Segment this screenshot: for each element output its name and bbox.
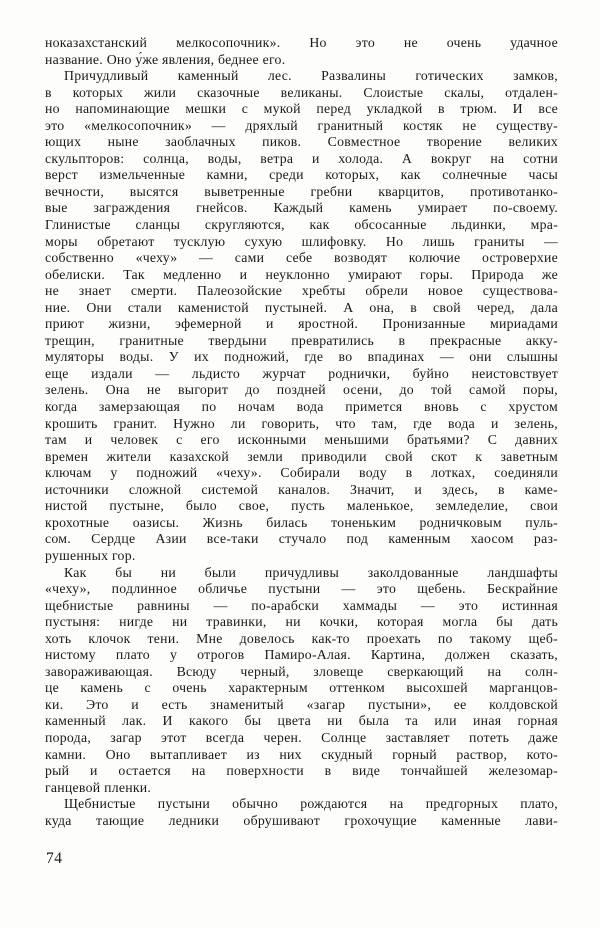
text-line: крошить гранит. Нужно ли говорить, что там, где вода и зелень, [45, 415, 558, 431]
text-line: щебнистые равнины — по-арабски хаммады — это истинная [45, 597, 558, 613]
text-line: куда тающие ледники обрушивают грохочущие каменные лави- [45, 812, 558, 828]
text-line: крохотные оазисы. Жизнь билась тоненьким родничковым пуль- [45, 514, 558, 530]
text-line: Причудливый каменный лес. Развалины готических замков, [64, 68, 558, 84]
text-line: приют жизни, эфемерной и яростной. Пронизанные мириадами [45, 316, 558, 332]
text-line: каменный лак. И какого бы цвета ни была та или иная горная [45, 713, 558, 729]
text-line: времен жители казахской земли приводили свой скот к заветным [45, 448, 558, 464]
text-line: нистой пустыне, было свое, пусть маленькое, земледелие, свои [45, 498, 558, 514]
text-line: порода, загар этот всегда черен. Солнце заставляет потеть даже [45, 729, 558, 745]
text-line: источники сложной системой каналов. Значит, и здесь, в каме- [45, 481, 558, 497]
text-line: там и человек с его исконными меньшими братьями? С давних [45, 432, 558, 448]
text-line: камни. Оно вытапливает из них скудный горный раствор, кото- [45, 746, 558, 762]
text-line: это «мелкосопочник» — дряхлый гранитный костяк не существу- [45, 117, 558, 133]
text-line: це камень с очень характерным оттенком высохшей марганцов- [45, 680, 558, 696]
text-line: завораживающая. Всюду черный, зловеще сверкающий на солн- [45, 663, 558, 679]
text-line: рый и остается на поверхности в виде тончайшей железомар- [45, 763, 558, 779]
text-line: трещин, гранитные твердыни превратились в прекрасные акку- [45, 332, 558, 348]
text-line: собственно «чеху» — сами себе возводят колючие островерхие [45, 250, 558, 266]
text-line: ноказахстанский мелкосопочник». Но это не очень удачное [45, 35, 558, 50]
text-line: моры обретают тусклую сухую шлифовку. Но лишь граниты — [45, 233, 558, 249]
text-line: ганцевой пленки. [45, 779, 152, 795]
text-line: рушенных гор. [45, 547, 136, 563]
text-line: Как бы ни были причудливы заколдованные ландшафты [64, 564, 558, 580]
page-number: 74 [46, 850, 63, 867]
text-line: вечности, высятся выветренные гребни кварцитов, противотанко- [45, 183, 558, 199]
text-line: Глинистые сланцы скругляются, как обсосанные льдинки, мра- [45, 217, 558, 233]
text-line: еще издали — льдисто журчат роднички, буйно неистовствует [45, 365, 558, 381]
text-line: вые заграждения гнейсов. Каждый камень умирает по-своему. [45, 200, 558, 216]
text-line: ние. Они стали каменистой пустыней. А она, в свой черед, дала [45, 299, 558, 315]
text-line: сом. Сердце Азии все-таки стучало под каменным хаосом раз- [45, 531, 558, 547]
text-line: но напоминающие мешки с мукой перед укладкой в трюм. И все [45, 101, 558, 117]
text-line: муляторы воды. У их подножий, где во впадинах — они слышны [45, 349, 558, 365]
text-line: ки. Это и есть знаменитый «загар пустыни», ее колдовской [45, 696, 558, 712]
text-line: не знает смерти. Палеозойские хребты обрели новое существова- [45, 283, 558, 299]
text-line: пустыня: нигде ни травинки, ни кочки, которая могла бы дать [45, 614, 558, 630]
page-text [45, 35, 558, 829]
text-line: обелиски. Так медленно и неуклонно умирают горы. Природа же [45, 266, 558, 282]
text-line: «чеху», подлинное обличье пустыни — это щебень. Бескрайние [45, 581, 558, 597]
text-line: название. Оно у́же явления, беднее его. [45, 51, 286, 67]
text-line: когда замерзающая по ночам вода примется вновь с хрустом [45, 399, 558, 415]
text-line: нистому плато у отрогов Памиро-Алая. Картина, должен сказать, [45, 647, 558, 663]
text-line: ключам у подножий «чеху». Собирали воду в лотках, соединяли [45, 465, 558, 481]
text-line: зелень. Она не выгорит до поздней осени, до той самой поры, [45, 382, 558, 398]
text-line: скульпторов: солнца, воды, ветра и холода. А вокруг на сотни [45, 150, 558, 166]
text-line: ющих ныне заоблачных пиков. Совместное творение великих [45, 134, 558, 150]
text-line: верст измельченные камни, среди которых, как солнечные часы [45, 167, 558, 183]
text-line: хоть клочок тени. Мне довелось как-то проехать по такому щеб- [45, 630, 558, 646]
text-line: Щебнистые пустыни обычно рождаются на предгорных плато, [64, 796, 558, 812]
text-line: в которых жили сказочные великаны. Слоистые скалы, отдален- [45, 84, 558, 100]
